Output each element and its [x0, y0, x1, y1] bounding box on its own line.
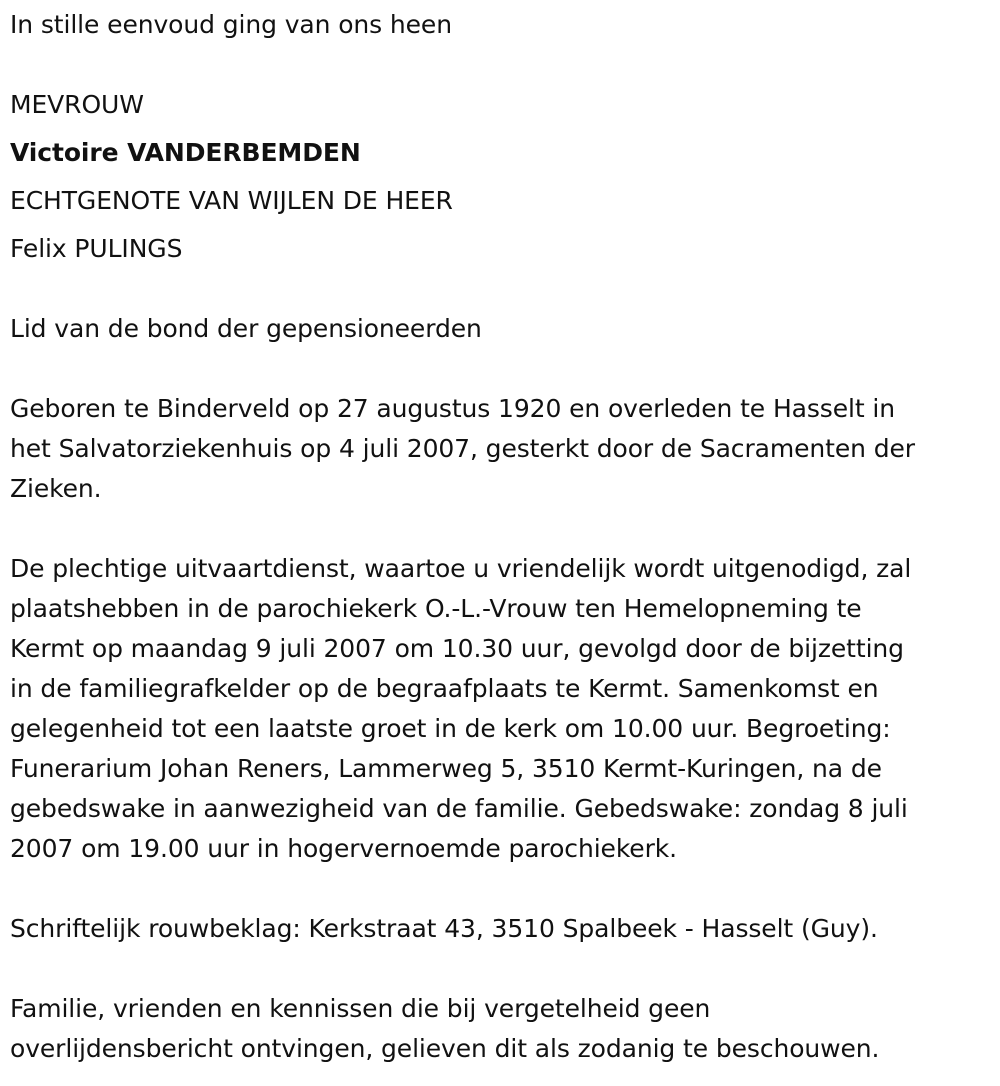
funeral-details-paragraph: De plechtige uitvaartdienst, waartoe u vriendelijk wordt uitgenodigd, zal plaatshebben in de parochiekerk O.-L.-Vrouw ten Hemelopneming te Kermt op maandag 9 juli 2007 om 10.30 uur, gevolgd door de bijzetting in de familiegrafkelder op de begraafplaats te Kermt. Samenkomst en gelegenheid tot een laatste groet in de kerk om 10.00 uur. Begroeting: Funerarium Johan Reners, Lammerweg 5, 3510 Kermt-Kuringen, na de gebedswake in aanwezigheid van de familie. Gebedswake: zondag 8 juli 2007 om 19.00 uur in hogervernoemde parochiekerk.	[10, 554, 912, 863]
deceased-name: Victoire VANDERBEMDEN	[10, 138, 361, 167]
birth-death-paragraph: Geboren te Binderveld op 27 augustus 1920 en overleden te Hasselt in het Salvatorziekenhuis op 4 juli 2007, gesterkt door de Sacramenten der Zieken.	[10, 394, 915, 503]
condolences-line: Schriftelijk rouwbeklag: Kerkstraat 43, 3510 Spalbeek - Hasselt (Guy).	[10, 914, 878, 943]
spouse-label: ECHTGENOTE VAN WIJLEN DE HEER	[10, 186, 453, 215]
membership-line: Lid van de bond der gepensioneerden	[10, 314, 482, 343]
intro-line: In stille eenvoud ging van ons heen	[10, 10, 452, 39]
notice-paragraph: Familie, vrienden en kennissen die bij vergetelheid geen overlijdensbericht ontvingen, gelieven dit als zodanig te beschouwen.	[10, 994, 880, 1063]
title-prefix: MEVROUW	[10, 90, 144, 119]
spouse-name: Felix PULINGS	[10, 234, 183, 263]
